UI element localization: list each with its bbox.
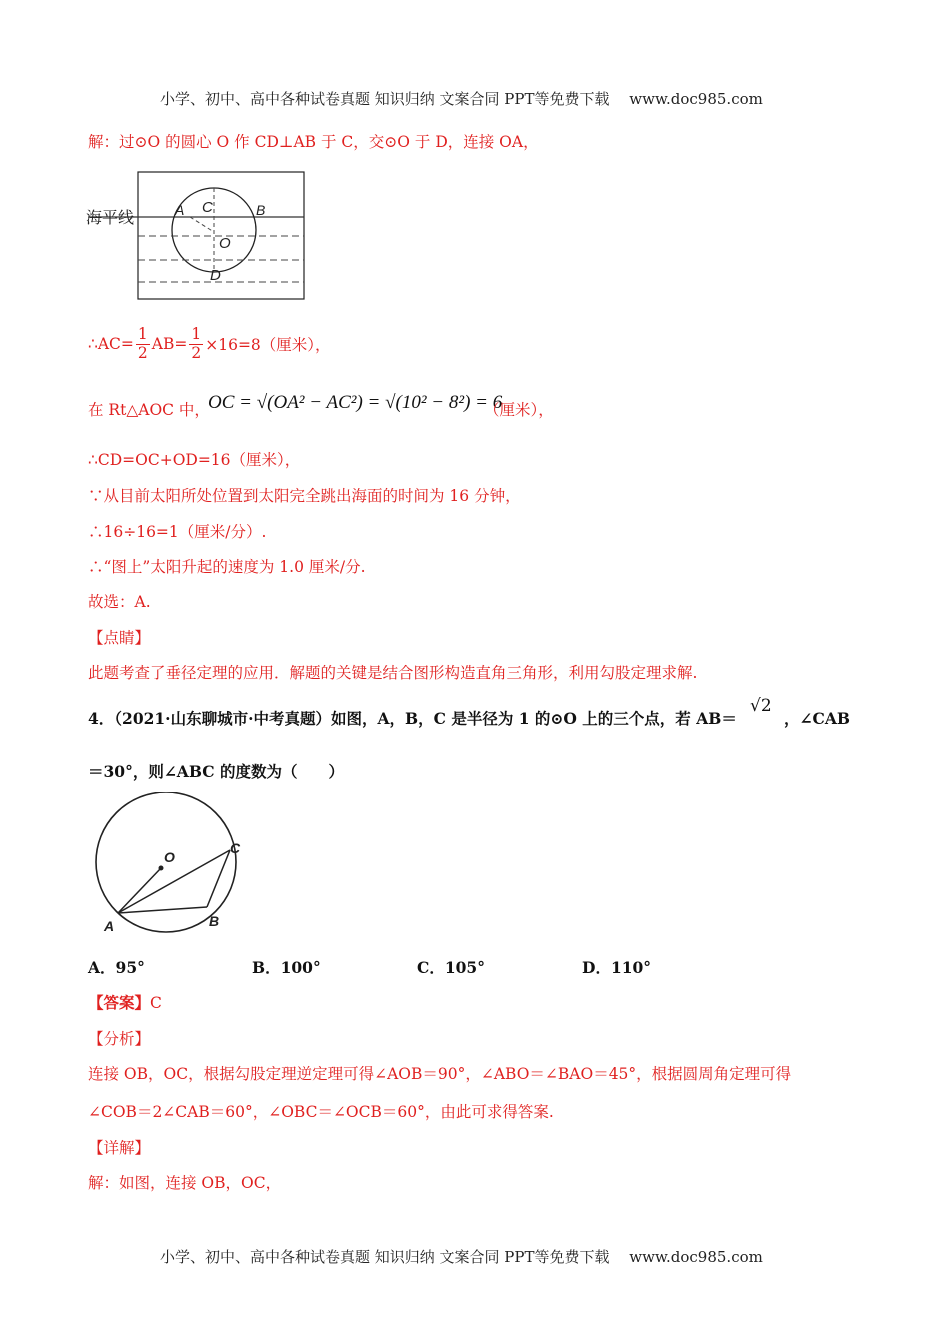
segment-ab — [118, 907, 207, 913]
option-c — [417, 956, 485, 978]
option-d-value: 110° — [610, 958, 652, 977]
answer-line — [88, 991, 162, 1013]
sea-level-label: 海平线 — [86, 210, 135, 227]
analysis-line2: ∠COB＝2∠CAB＝60°，∠OBC＝∠OCB＝60°，由此可求得答案. — [88, 1103, 554, 1121]
sea-sun-figure — [86, 170, 316, 302]
fig-label-o: O — [164, 849, 175, 865]
label-d: D — [210, 267, 221, 284]
ac-line — [88, 322, 331, 366]
option-a — [88, 956, 145, 978]
label-c: C — [202, 199, 213, 216]
division-line: ∴16÷16=1（厘米/分）. — [88, 523, 267, 541]
analysis-label: 【分析】 — [88, 1030, 151, 1048]
time-line: ∵从目前太阳所处位置到太阳完全跳出海面的时间为 16 分钟， — [88, 487, 521, 505]
dianjing-label: 【点睛】 — [88, 629, 151, 647]
frac2-den: 2 — [191, 343, 202, 362]
q4-stem-part2: ，∠CAB — [784, 709, 850, 728]
frac1-den: 2 — [137, 343, 148, 362]
oc-formula: OC = √(OA² − AC²) = √(10² − 8²) = 6 — [208, 392, 503, 413]
detail-label: 【详解】 — [88, 1139, 151, 1157]
fig-label-a: A — [104, 918, 115, 934]
fig-label-b: B — [209, 913, 220, 929]
answer-label: 【答案】 — [88, 993, 151, 1012]
center-dot — [159, 866, 164, 871]
detail-line1: 解：如图，连接 OB，OC， — [88, 1174, 282, 1192]
option-c-value: 105° — [444, 958, 485, 977]
half-fraction-1 — [136, 326, 150, 363]
ac-mid: AB= — [151, 335, 188, 353]
option-a-letter: A． — [88, 958, 116, 977]
analysis-line1: 连接 OB，OC，根据勾股定理逆定理可得∠AOB＝90°，∠ABO＝∠BAO＝45°，根据圆周角定理可得 — [88, 1065, 792, 1083]
label-o: O — [219, 235, 231, 252]
label-a: A — [175, 202, 185, 218]
page-header: 小学、初中、高中各种试卷真题 知识归纳 文案合同 PPT等免费下载 www.doc985.com — [160, 90, 763, 108]
oa-dashed — [190, 217, 214, 232]
q4-sqrt2: √2 — [750, 696, 772, 716]
rt-suffix: （厘米）， — [484, 401, 554, 419]
page-footer: 小学、初中、高中各种试卷真题 知识归纳 文案合同 PPT等免费下载 www.doc985.com — [160, 1248, 763, 1266]
cd-line: ∴CD=OC+OD=16（厘米）， — [88, 451, 301, 469]
dianjing-text: 此题考查了垂径定理的应用．解题的关键是结合图形构造直角三角形，利用勾股定理求解. — [88, 664, 698, 682]
option-c-letter: C． — [417, 958, 445, 977]
answer-value: C — [150, 994, 162, 1012]
segment-ao — [118, 868, 161, 913]
option-b-value: 100° — [280, 958, 321, 977]
option-d — [582, 956, 651, 978]
speed-line: ∴“图上”太阳升起的速度为 1.0 厘米/分. — [88, 558, 366, 576]
q4-stem-line2: ＝30°，则∠ABC 的度数为（ ） — [88, 762, 344, 781]
solution-intro: 解：过⊙O 的圆心 O 作 CD⊥AB 于 C，交⊙O 于 D，连接 OA， — [88, 133, 539, 151]
option-d-letter: D． — [582, 958, 611, 977]
frac2-num: 1 — [191, 324, 202, 343]
choose-line: 故选：A. — [88, 593, 151, 611]
ac-prefix: ∴AC= — [88, 335, 134, 353]
ac-suffix: ×16=8（厘米）， — [205, 336, 331, 354]
option-b — [252, 956, 321, 978]
fig-label-c: C — [230, 840, 241, 856]
q4-stem-part1: 4．（2021·山东聊城市·中考真题）如图，A，B，C 是半径为 1 的⊙O 上的三个点，若 AB＝ — [88, 709, 737, 728]
rt-prefix: 在 Rt△AOC 中， — [88, 401, 210, 419]
option-a-value: 95° — [115, 958, 145, 977]
option-b-letter: B． — [252, 958, 281, 977]
half-fraction-2 — [189, 326, 203, 363]
circle-figure — [86, 792, 256, 940]
label-b: B — [256, 202, 266, 218]
frac1-num: 1 — [137, 324, 148, 343]
